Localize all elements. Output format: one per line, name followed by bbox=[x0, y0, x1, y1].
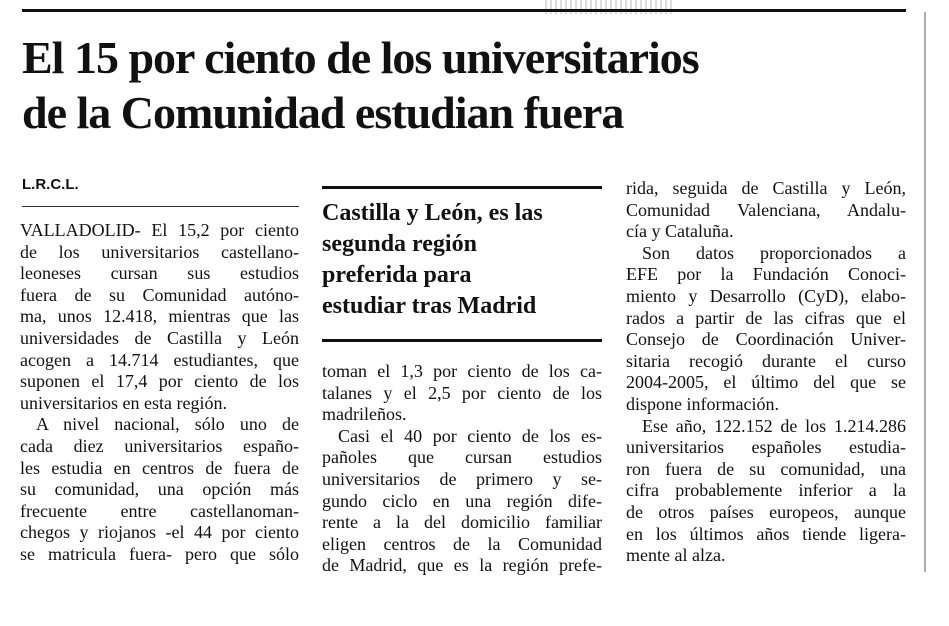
text-line: cifra probablemente inferior a la bbox=[626, 480, 906, 501]
text-line: Consejo de Coordinación Univer- bbox=[626, 329, 906, 350]
text-line: ron fuera de su comunidad, una bbox=[626, 458, 906, 479]
text-line: cía y Cataluña. bbox=[626, 221, 734, 242]
text-line: cada diez universitarios españo- bbox=[20, 435, 299, 456]
text-line: VALLADOLID- El 15,2 por ciento bbox=[20, 220, 299, 240]
top-rule bbox=[22, 9, 906, 12]
text-line: rente a la del domicilio familiar bbox=[322, 512, 602, 533]
text-line: de Madrid, que es la región prefe- bbox=[322, 555, 602, 576]
text-line: sitaria recogió durante el curso bbox=[626, 350, 906, 371]
pull-quote-line: estudiar tras Madrid bbox=[322, 293, 537, 319]
headline-line-2: de la Comunidad estudian fuera bbox=[22, 87, 624, 138]
headline-line-1: El 15 por ciento de los universitarios bbox=[22, 32, 699, 83]
text-line: leoneses cursan sus estudios bbox=[20, 263, 299, 284]
text-line: chegos y riojanos -el 44 por ciento bbox=[20, 522, 299, 543]
byline-rule bbox=[22, 206, 299, 207]
text-line: rida, seguida de Castilla y León, bbox=[626, 178, 906, 198]
text-line: universitarios españoles estudia- bbox=[626, 437, 906, 458]
text-line: Son datos proporcionados a bbox=[642, 242, 906, 263]
text-line: talanes y el 2,5 por ciento de los bbox=[322, 382, 602, 403]
column-2 bbox=[322, 361, 602, 577]
pull-quote-top-rule bbox=[322, 186, 602, 189]
text-line: mente al alza. bbox=[626, 545, 726, 566]
pull-quote-line: preferida para bbox=[322, 262, 472, 288]
column-3 bbox=[626, 178, 906, 567]
text-line: madrileños. bbox=[322, 404, 407, 425]
text-line: suponen el 17,4 por ciento de los bbox=[20, 371, 299, 392]
column-1 bbox=[20, 220, 299, 566]
text-line: de otros países europeos, aunque bbox=[626, 501, 906, 522]
text-line: se matricula fuera- pero que sólo bbox=[20, 543, 299, 564]
text-line: A nivel nacional, sólo uno de bbox=[36, 414, 299, 435]
text-line: eligen centros de la Comunidad bbox=[322, 533, 602, 554]
pull-quote-text bbox=[322, 198, 602, 322]
text-line: universitarios en esta región. bbox=[20, 392, 227, 413]
text-line: Casi el 40 por ciento de los es- bbox=[338, 425, 602, 446]
text-line: gundo ciclo en una región dife- bbox=[322, 490, 602, 511]
text-line: miento y Desarrollo (CyD), elabo- bbox=[626, 285, 906, 306]
text-line: toman el 1,3 por ciento de los ca- bbox=[322, 361, 602, 381]
pull-quote-line: segunda región bbox=[322, 231, 477, 257]
text-line: su comunidad, una opción más bbox=[20, 479, 299, 500]
text-line: les estudia en centros de fuera de bbox=[20, 457, 299, 478]
text-line: rados a partir de las cifras que el bbox=[626, 307, 906, 328]
text-line: 2004-2005, el último del que se bbox=[626, 372, 906, 393]
pull-quote-line: Castilla y León, es las bbox=[322, 200, 543, 226]
pull-quote-bottom-rule bbox=[322, 339, 602, 342]
headline bbox=[22, 30, 922, 140]
text-line: Ese año, 122.152 de los 1.214.286 bbox=[642, 415, 906, 436]
text-line: ma, unos 12.418, mientras que las bbox=[20, 306, 299, 327]
text-line: fuera de su Comunidad autóno- bbox=[20, 284, 299, 305]
text-line: EFE por la Fundación Conoci- bbox=[626, 264, 906, 285]
text-line: de los universitarios castellano- bbox=[20, 241, 299, 262]
text-line: en los últimos años tiende ligera- bbox=[626, 523, 906, 544]
byline: L.R.C.L. bbox=[22, 176, 79, 193]
page-edge-rule bbox=[924, 12, 926, 572]
text-line: frecuente entre castellanoman- bbox=[20, 500, 299, 521]
text-line: acogen a 14.714 estudiantes, que bbox=[20, 349, 299, 370]
text-line: dispone información. bbox=[626, 393, 779, 414]
text-line: Comunidad Valenciana, Andalu- bbox=[626, 199, 906, 220]
text-line: universidades de Castilla y León bbox=[20, 327, 299, 348]
text-line: pañoles que cursan estudios bbox=[322, 447, 602, 468]
text-line: universitarios de primero y se- bbox=[322, 468, 602, 489]
